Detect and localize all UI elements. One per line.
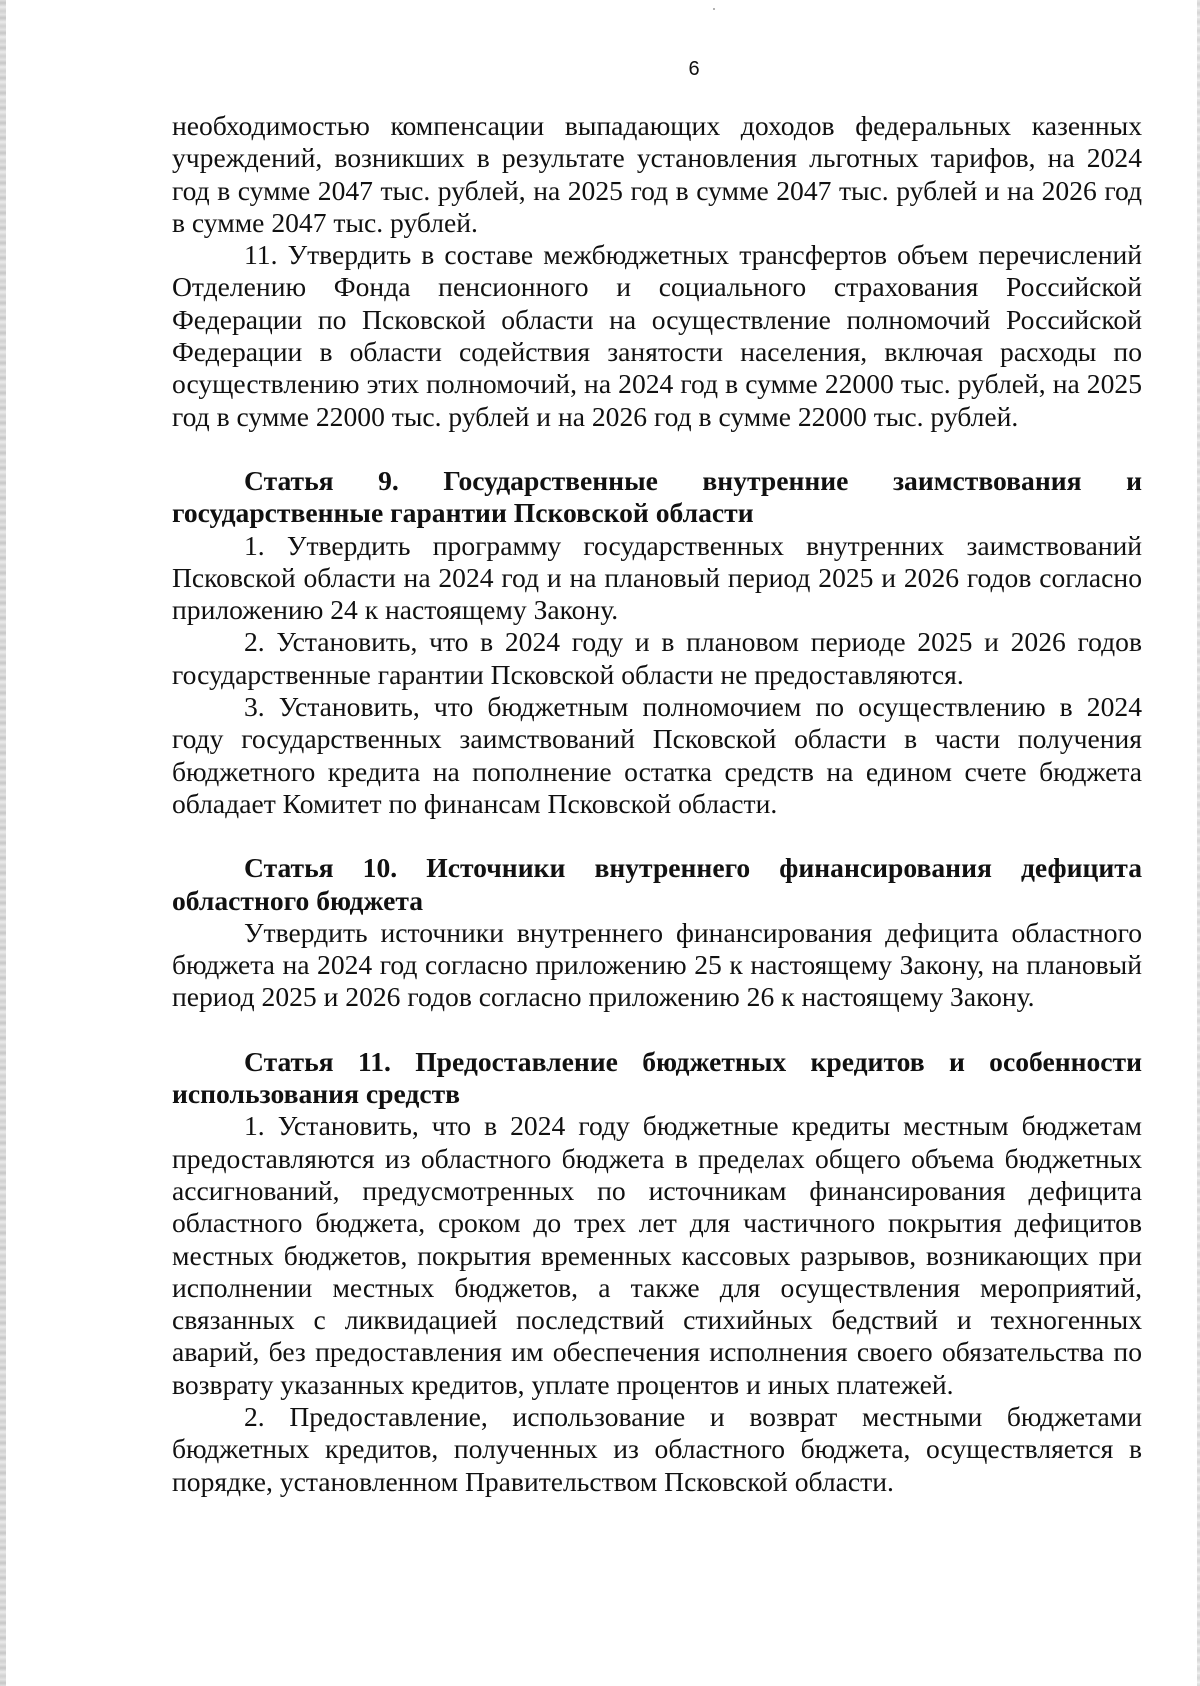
article-10-heading: Статья 10. Источники внутреннего финансирования дефицита областного бюджета — [172, 852, 1142, 916]
article-11-heading: Статья 11. Предоставление бюджетных кредитов и особенности использования средств — [172, 1045, 1142, 1110]
document-body — [172, 110, 1142, 1498]
article-11-item-2: 2. Предоставление, использование и возврат местными бюджетами бюджетных кредитов, полученных из областного бюджета, осуществляется в порядке, установленном Правительством Псковской области. — [172, 1400, 1142, 1497]
paragraph-continued: необходимостью компенсации выпадающих доходов федеральных казенных учреждений, возникших в результате установления льготных тарифов, на 2024 год в сумме 2047 тыс. рублей, на 2025 год в сумме 2047 тыс. рублей и на 2026 год в сумме 2047 тыс. рублей. — [172, 110, 1142, 238]
scan-edge-left — [0, 0, 6, 1686]
article-10-paragraph: Утвердить источники внутреннего финансирования дефицита областного бюджета на 2024 год согласно приложению 25 к настоящему Закону, на плановый период 2025 и 2026 годов согласно приложению 26 к настоящему Закону. — [172, 916, 1142, 1013]
article-9-item-1: 1. Утвердить программу государственных внутренних заимствований Псковской области на 2024 год и на плановый период 2025 и 2026 годов согласно приложению 24 к настоящему Закону. — [172, 529, 1142, 626]
article-11-item-1: 1. Установить, что в 2024 году бюджетные кредиты местным бюджетам предоставляются из областного бюджета в пределах общего объема бюджетных ассигнований, предусмотренных по источникам финансирования дефицита областного бюджета, сроком до трех лет для частичного покрытия дефицитов местных бюджетов, покрытия временных кассовых разрывов, возникающих при исполнении местных бюджетов, а также для осуществления мероприятий, связанных с ликвидацией последствий стихийных бедствий и техногенных аварий, без предоставления им обеспечения исполнения своего обязательства по возврату указанных кредитов, уплате процентов и иных платежей. — [172, 1110, 1142, 1400]
page-number: 6 — [688, 58, 700, 80]
article-9-item-2: 2. Установить, что в 2024 году и в плановом периоде 2025 и 2026 годов государственные гарантии Псковской области не предоставляются. — [172, 626, 1142, 690]
scan-artifact-dot — [713, 8, 715, 10]
article-9-item-3: 3. Установить, что бюджетным полномочием по осуществлению в 2024 году государственных заимствований Псковской области в части получения бюджетного кредита на пополнение остатка средств на едином счете бюджета обладает Комитет по финансам Псковской области. — [172, 691, 1142, 819]
article-9-heading: Статья 9. Государственные внутренние заимствования и государственные гарантии Псковской области — [172, 464, 1142, 529]
paragraph-item-11: 11. Утвердить в составе межбюджетных трансфертов объем перечислений Отделению Фонда пенсионного и социального страхования Российской Федерации по Псковской области на осуществление полномочий Российской Федерации в области содействия занятости населения, включая расходы по осуществлению этих полномочий, на 2024 год в сумме 22000 тыс. рублей, на 2025 год в сумме 22000 тыс. рублей и на 2026 год в сумме 22000 тыс. рублей. — [172, 239, 1142, 432]
